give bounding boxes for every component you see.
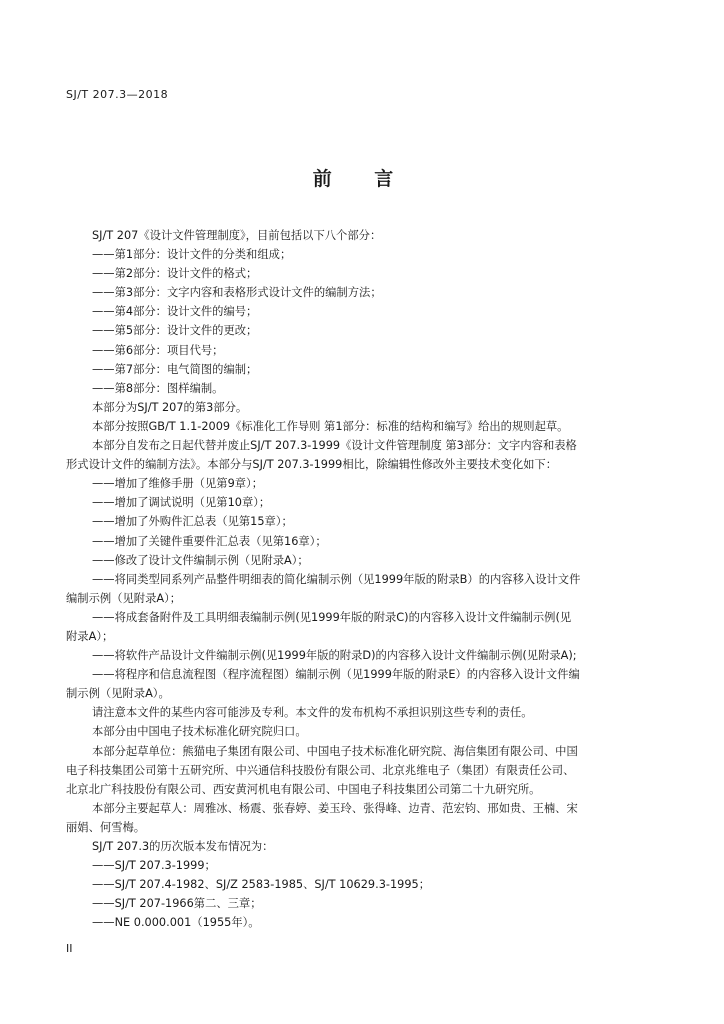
- text-line: ——第8部分：图样编制。: [92, 381, 224, 395]
- text-line: ——将同类型同系列产品整件明细表的简化编制示例（见1999年版的附录B）的内容移入设计文件: [92, 572, 581, 586]
- text-line: 丽娟、何雪梅。: [66, 820, 146, 834]
- text-line: 制示例（见附录A）。: [66, 687, 170, 701]
- text-line: ——增加了外购件汇总表（见第15章）；: [92, 515, 293, 529]
- text-line: ——SJ/T 207.3-1999；: [92, 859, 216, 873]
- text-line: 本部分起草单位：熊猫电子集团有限公司、中国电子技术标准化研究院、海信集团有限公司、中国: [92, 744, 578, 758]
- text-line: 本部分自发布之日起代替并废止SJ/T 207.3-1999《设计文件管理制度 第3部分：文字内容和表格: [92, 439, 577, 453]
- text-line: ——第5部分：设计文件的更改；: [92, 324, 258, 338]
- text-line: ——第6部分：项目代号；: [92, 343, 224, 357]
- text-line: 编制示例（见附录A）；: [66, 591, 182, 605]
- text-line: ——增加了调试说明（见第10章）；: [92, 496, 271, 510]
- text-line: ——第7部分：电气简图的编制；: [92, 362, 258, 376]
- text-line: 请注意本文件的某些内容可能涉及专利。本文件的发布机构不承担识别这些专利的责任。: [92, 706, 533, 720]
- text-line: 北京北广科技股份有限公司、西安黄河机电有限公司、中国电子科技集团公司第二十九研究所。: [66, 782, 541, 796]
- document-header-code: SJ/T 207.3—2018: [66, 88, 169, 101]
- text-line: 本部分按照GB/T 1.1-2009《标准化工作导则 第1部分：标准的结构和编写》给出的规则起草。: [92, 419, 569, 433]
- text-line: ——NE 0.000.001（1955年）。: [92, 916, 260, 930]
- text-line: ——SJ/T 207-1966第二、三章；: [92, 897, 262, 911]
- text-line: 本部分为SJ/T 207的第3部分。: [92, 400, 248, 414]
- page-number: II: [66, 942, 73, 955]
- text-line: 本部分由中国电子技术标准化研究院归口。: [92, 725, 307, 739]
- text-line: SJ/T 207《设计文件管理制度》，目前包括以下八个部分：: [92, 229, 382, 242]
- text-line: 本部分主要起草人：周雅冰、杨震、张春婷、姜玉玲、张得峰、边青、范宏钧、邢如贵、王楠、宋: [92, 801, 578, 815]
- text-line: ——第1部分：设计文件的分类和组成；: [92, 248, 292, 262]
- text-line: SJ/T 207.3的历次版本发布情况为：: [92, 840, 274, 853]
- text-line: 形式设计文件的编制方法》。本部分与SJ/T 207.3-1999相比，除编辑性修改外主要技术变化如下：: [66, 458, 558, 472]
- text-line: ——增加了维修手册（见第9章）；: [92, 477, 263, 491]
- text-line: ——增加了关键件重要件汇总表（见第16章）；: [92, 534, 327, 548]
- text-line: ——第2部分：设计文件的格式；: [92, 267, 258, 281]
- text-line: ——第3部分：文字内容和表格形式设计文件的编制方法；: [92, 286, 382, 300]
- text-line: 电子科技集团公司第十五研究所、中兴通信科技股份有限公司、北京兆维电子（集团）有限责任公司、: [66, 763, 575, 777]
- text-line: 附录A）；: [66, 629, 114, 643]
- text-line: ——将软件产品设计文件编制示例(见1999年版的附录D)的内容移入设计文件编制示例(见附录A);: [92, 649, 577, 663]
- text-line: ——将成套备附件及工具明细表编制示例(见1999年版的附录C)的内容移入设计文件编制示例(见: [92, 610, 572, 624]
- foreword-body: [66, 226, 658, 932]
- text-line: ——将程序和信息流程图（程序流程图）编制示例（见1999年版的附录E）的内容移入设计文件编: [92, 668, 580, 682]
- text-line: ——修改了设计文件编制示例（见附录A）；: [92, 553, 309, 567]
- text-line: ——第4部分：设计文件的编号；: [92, 305, 258, 319]
- text-line: ——SJ/T 207.4-1982、SJ/Z 2583-1985、SJ/T 10629.3-1995；: [92, 878, 431, 892]
- page-title: 前 言: [312, 168, 412, 190]
